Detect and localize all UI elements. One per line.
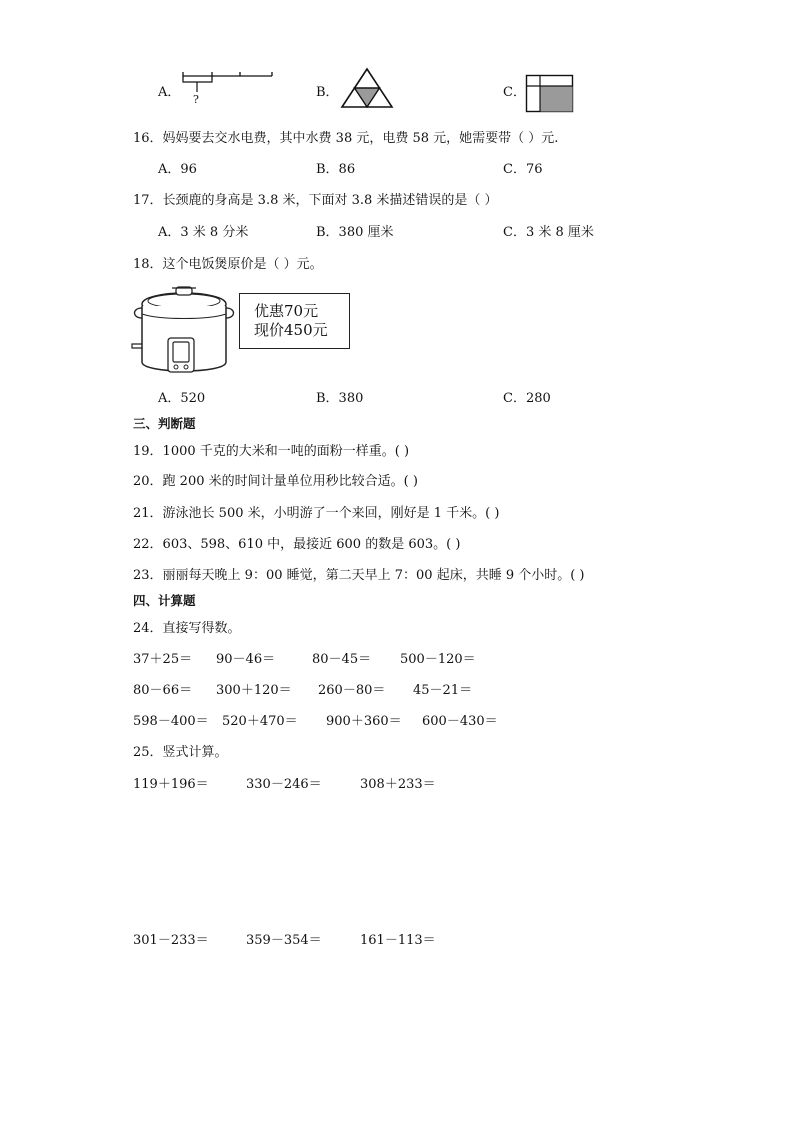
q16-text: 16．妈妈要去交水电费，其中水费 38 元，电费 58 元，她需要带（ ）元.	[133, 131, 559, 146]
q18-option-c: C．280	[503, 391, 551, 406]
q21-text: 21．游泳池长 500 米，小明游了一个来回，刚好是 1 千米。( )	[133, 506, 500, 521]
q25-item: 359－354＝	[246, 933, 322, 948]
q23-text: 23．丽丽每天晚上 9：00 睡觉，第二天早上 7：00 起床，共睡 9 个小时。( )	[133, 568, 585, 583]
q18-text: 18．这个电饭煲原价是（ ）元。	[133, 257, 323, 272]
price-tag-current: 现价450元	[254, 321, 328, 339]
q17-option-c: C．3 米 8 厘米	[503, 225, 594, 240]
q18-option-b: B．380	[316, 391, 364, 406]
q16-option-b: B．86	[316, 162, 356, 177]
price-tag-box	[239, 293, 350, 349]
q18-option-a: A．520	[158, 391, 206, 406]
q24-item: 45－21＝	[413, 683, 473, 698]
q24-item: 598－400＝	[133, 714, 209, 729]
q24-title: 24．直接写得数。	[133, 621, 241, 636]
q17-option-a: A．3 米 8 分米	[158, 225, 249, 240]
q15-option-c-rectangle-figure	[525, 74, 575, 114]
q20-text: 20．跑 200 米的时间计量单位用秒比较合适。( )	[133, 474, 418, 489]
q24-item: 300＋120＝	[216, 683, 292, 698]
q15-option-c-label: C．	[503, 85, 526, 100]
price-tag-discount: 优惠70元	[254, 302, 319, 320]
q17-option-b: B．380 厘米	[316, 225, 394, 240]
section-3-heading: 三、判断题	[133, 416, 196, 431]
section-4-heading: 四、计算题	[133, 593, 196, 608]
q15-option-a-question-mark: ?	[193, 93, 199, 106]
q24-item: 80－66＝	[133, 683, 193, 698]
rice-cooker-icon	[130, 282, 240, 382]
q24-item: 520＋470＝	[222, 714, 298, 729]
q25-title: 25．竖式计算。	[133, 745, 228, 760]
q25-item: 119＋196＝	[133, 777, 209, 792]
q22-text: 22．603、598、610 中，最接近 600 的数是 603。( )	[133, 537, 461, 552]
q24-item: 900＋360＝	[326, 714, 402, 729]
q24-item: 90－46＝	[216, 652, 276, 667]
q15-option-a-label: A．	[158, 85, 181, 100]
q25-item: 161－113＝	[360, 933, 436, 948]
q25-item: 308＋233＝	[360, 777, 436, 792]
q15-option-b-triangle-figure	[340, 66, 394, 110]
q15-option-b-label: B．	[316, 85, 339, 100]
q24-item: 500－120＝	[400, 652, 476, 667]
q16-option-c: C．76	[503, 162, 543, 177]
q24-item: 80－45＝	[312, 652, 372, 667]
q24-item: 37＋25＝	[133, 652, 193, 667]
q24-item: 260－80＝	[318, 683, 386, 698]
q17-text: 17．长颈鹿的身高是 3.8 米，下面对 3.8 米描述错误的是（ ）	[133, 193, 498, 208]
q24-item: 600－430＝	[422, 714, 498, 729]
q16-option-a: A．96	[158, 162, 197, 177]
q25-item: 301－233＝	[133, 933, 209, 948]
q25-item: 330－246＝	[246, 777, 322, 792]
q19-text: 19．1000 千克的大米和一吨的面粉一样重。( )	[133, 444, 410, 459]
